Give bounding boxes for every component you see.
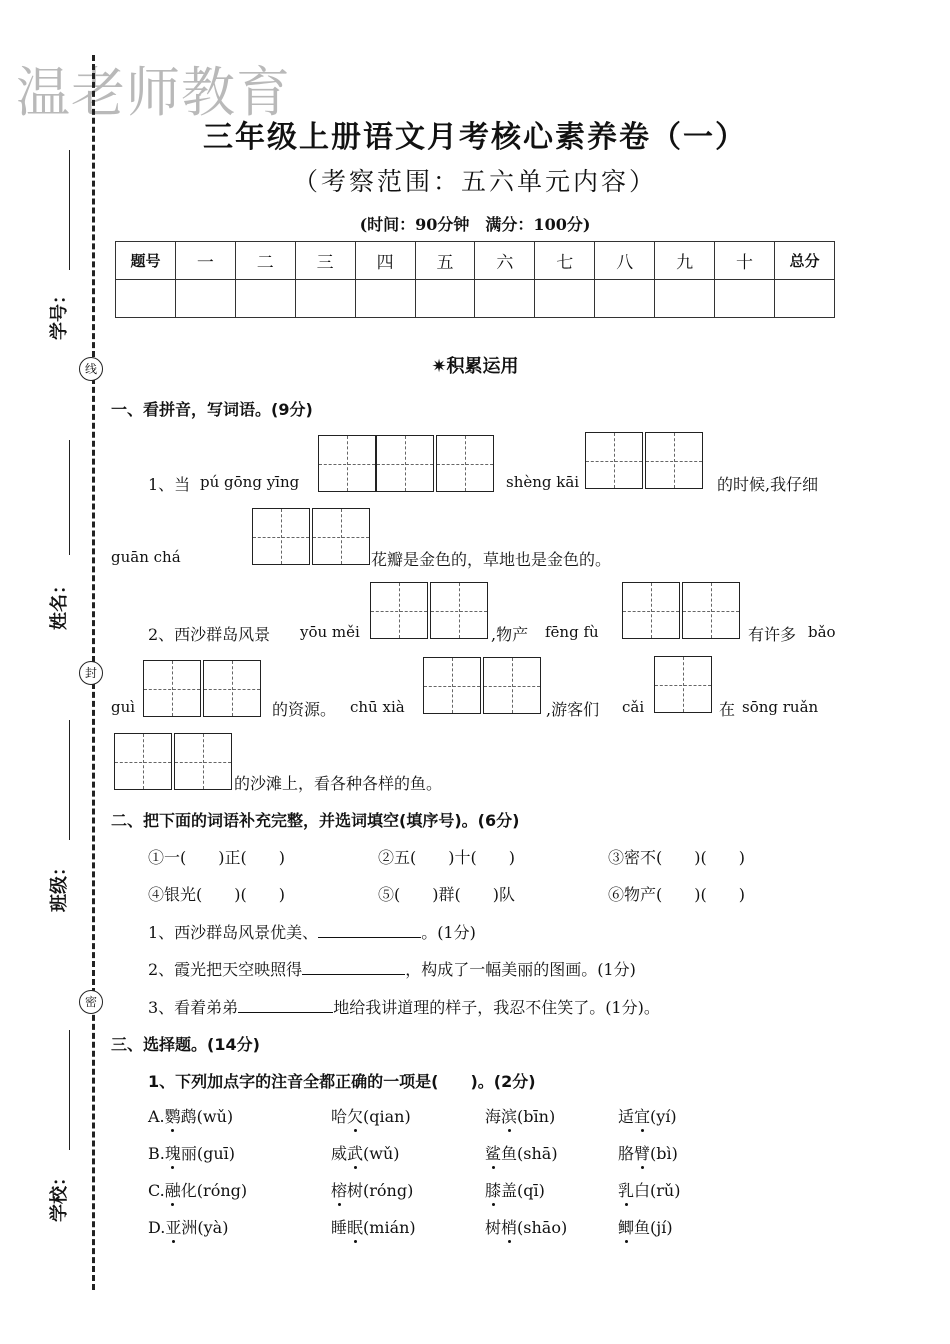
score-cell[interactable] (475, 280, 535, 318)
score-header-cell: 六 (475, 242, 535, 280)
tianzige-box[interactable] (318, 435, 376, 492)
school-line (69, 1030, 70, 1150)
score-cell[interactable] (655, 280, 715, 318)
score-cell[interactable] (774, 280, 834, 318)
score-cell[interactable] (535, 280, 595, 318)
option-char: 洲 (181, 1218, 198, 1237)
option-word (485, 1178, 545, 1201)
q2-sentence-1 (148, 920, 476, 943)
school-label: 学校： (49, 1168, 70, 1222)
tianzige-box[interactable] (370, 582, 428, 639)
tianzige-box[interactable] (143, 660, 201, 717)
option-char: 树 (347, 1181, 364, 1200)
dotted-char: 鹦 (165, 1104, 181, 1127)
option-word (331, 1104, 411, 1127)
tianzige-box[interactable] (585, 432, 643, 489)
q1-line2-suffix: 花瓣是金色的，草地也是金色的。 (371, 550, 612, 569)
option-char: 鱼 (501, 1144, 518, 1163)
option-row-d[interactable] (148, 1215, 228, 1238)
option-letter: C. (148, 1181, 165, 1200)
q1-line1-prefix: 1、当 (148, 475, 191, 494)
dotted-char: 鲨 (485, 1141, 501, 1164)
option-char: 适 (618, 1107, 635, 1126)
score-cell[interactable] (116, 280, 176, 318)
pinyin-shengkai: shèng kāi (506, 473, 580, 491)
dotted-char: 滨 (501, 1104, 517, 1127)
q2-sentence-2 (148, 957, 636, 980)
dotted-char: 梢 (501, 1215, 517, 1238)
option-char: 盖 (501, 1181, 518, 1200)
score-header-cell: 四 (355, 242, 415, 280)
option-word (331, 1215, 416, 1238)
q2-idiom-item: ⑥物产( )( ) (608, 885, 745, 904)
q2-heading: 二、把下面的词语补充完整，并选词填空(填序号)。(6分) (111, 811, 520, 830)
option-char: 胳 (618, 1144, 635, 1163)
option-char: 丽 (180, 1144, 197, 1163)
tianzige-box[interactable] (430, 582, 488, 639)
pinyin-youmei: yōu měi (300, 623, 360, 641)
option-pinyin: (qī) (517, 1181, 545, 1200)
time-info: (时间：90分钟 满分：100分) (359, 215, 591, 234)
score-header-cell: 十 (715, 242, 775, 280)
option-word (331, 1141, 400, 1164)
q3-sub1: 1、下列加点字的注音全都正确的一项是( )。(2分) (148, 1072, 536, 1091)
tianzige-box[interactable] (436, 435, 494, 492)
q2-s3-post: 地给我讲道理的样子，我忍不住笑了。(1分)。 (333, 998, 660, 1017)
option-char: 鱼 (634, 1218, 651, 1237)
seal-feng: 封 (79, 661, 103, 685)
answer-blank[interactable] (318, 922, 421, 938)
tianzige-box[interactable] (252, 508, 310, 565)
q1-line3-mid: ,物产 (491, 625, 529, 644)
score-table-header-row (116, 242, 835, 280)
option-word (618, 1215, 673, 1238)
student-no-label: 学号： (49, 286, 70, 340)
option-pinyin: (guī) (196, 1144, 236, 1163)
section-title: ✷积累运用 (431, 356, 519, 377)
score-cell[interactable] (415, 280, 475, 318)
option-pinyin: (yà) (197, 1218, 229, 1237)
score-table (115, 241, 835, 318)
score-cell[interactable] (235, 280, 295, 318)
dotted-char: 榕 (331, 1178, 347, 1201)
score-cell[interactable] (715, 280, 775, 318)
name-label: 姓名： (49, 576, 70, 630)
q1-heading: 一、看拼音，写词语。(9分) (111, 400, 313, 419)
dotted-char: 宜 (634, 1104, 650, 1127)
option-pinyin: (bì) (650, 1144, 678, 1163)
q1-line4-mid3: 在 (719, 700, 736, 719)
option-row-b[interactable] (148, 1141, 235, 1164)
q2-s2-post: ，构成了一幅美丽的图画。(1分) (405, 960, 636, 979)
option-word (331, 1178, 413, 1201)
score-cell[interactable] (175, 280, 235, 318)
option-char: 睡 (331, 1218, 348, 1237)
option-pinyin: (shāo) (517, 1218, 568, 1237)
q1-line4-mid2: ,游客们 (546, 700, 600, 719)
pinyin-guancha: guān chá (111, 548, 181, 566)
option-letter: D. (148, 1218, 166, 1237)
score-table-score-row (116, 280, 835, 318)
tianzige-box[interactable] (174, 733, 232, 790)
dotted-char: 欠 (347, 1104, 363, 1127)
tianzige-box[interactable] (312, 508, 370, 565)
class-line (69, 720, 70, 840)
q3-heading: 三、选择题。(14分) (111, 1035, 260, 1054)
dotted-char: 亚 (165, 1215, 181, 1238)
q2-idiom-item: ②五( )十( ) (378, 848, 515, 867)
tianzige-box[interactable] (682, 582, 740, 639)
dotted-char: 瑰 (165, 1141, 181, 1164)
q1-line5-suffix: 的沙滩上，看各种各样的鱼。 (234, 774, 443, 793)
option-pinyin: (róng) (196, 1181, 248, 1200)
page-subtitle: （考察范围：五六单元内容） (292, 167, 657, 196)
option-letter: A. (148, 1107, 165, 1126)
score-cell[interactable] (355, 280, 415, 318)
option-word (618, 1178, 680, 1201)
option-pinyin: (qian) (363, 1107, 411, 1126)
option-pinyin: (rǔ) (650, 1181, 681, 1200)
score-header-cell: 五 (415, 242, 475, 280)
option-pinyin: (mián) (363, 1218, 416, 1237)
option-char: 海 (485, 1107, 502, 1126)
tianzige-box[interactable] (645, 432, 703, 489)
q1-line1-suffix: 的时候,我仔细 (717, 475, 819, 494)
answer-blank[interactable] (302, 959, 405, 975)
option-row-c[interactable] (148, 1178, 247, 1201)
name-line (69, 440, 70, 555)
option-char: 白 (634, 1181, 651, 1200)
tianzige-box[interactable] (622, 582, 680, 639)
score-header-cell: 二 (235, 242, 295, 280)
score-header-cell: 八 (595, 242, 655, 280)
answer-blank[interactable] (238, 997, 333, 1013)
option-char: 威 (331, 1144, 348, 1163)
q2-idiom-item: ⑤( )群( )队 (378, 885, 515, 904)
pinyin-gui: guì (111, 698, 136, 716)
q2-sentence-3 (148, 995, 660, 1018)
q2-idiom-item: ④银光( )( ) (148, 885, 285, 904)
watermark: 温老师教育 (16, 61, 291, 124)
dotted-char: 膝 (485, 1178, 501, 1201)
option-pinyin: (bīn) (517, 1107, 556, 1126)
pinyin-pugongying: pú gōng yīng (200, 473, 300, 491)
score-header-cell: 三 (295, 242, 355, 280)
score-header-cell: 题号 (116, 242, 176, 280)
option-pinyin: (wǔ) (196, 1107, 234, 1126)
dotted-char: 眠 (347, 1215, 363, 1238)
q1-line4-mid: 的资源。 (272, 700, 337, 719)
pinyin-fengfu: fēng fù (545, 623, 599, 641)
option-pinyin: (shā) (517, 1144, 558, 1163)
option-row-a[interactable] (148, 1104, 233, 1127)
option-word (485, 1215, 567, 1238)
class-label: 班级： (49, 858, 70, 912)
q2-idiom-item: ③密不( )( ) (608, 848, 745, 867)
score-header-cell: 七 (535, 242, 595, 280)
tianzige-box[interactable] (203, 660, 261, 717)
q1-line3-mid2: 有许多 (748, 625, 797, 644)
option-pinyin: (jí) (650, 1218, 673, 1237)
option-char: 哈 (331, 1107, 348, 1126)
q2-s1-pre: 1、西沙群岛风景优美、 (148, 923, 319, 942)
pinyin-chuxia: chū xià (350, 698, 405, 716)
seal-xian: 线 (79, 357, 103, 381)
option-word (485, 1141, 558, 1164)
dotted-char: 鲫 (618, 1215, 634, 1238)
score-cell[interactable] (595, 280, 655, 318)
dotted-char: 武 (347, 1141, 363, 1164)
q2-s3-pre: 3、看着弟弟 (148, 998, 239, 1017)
option-pinyin: (róng) (363, 1181, 414, 1200)
pinyin-bao: bǎo (808, 623, 836, 641)
option-word (618, 1104, 677, 1127)
option-pinyin: (yí) (650, 1107, 677, 1126)
tianzige-box[interactable] (654, 656, 712, 713)
dotted-char: 臂 (634, 1141, 650, 1164)
q2-idiom-item: ①一( )正( ) (148, 848, 285, 867)
tianzige-box[interactable] (483, 657, 541, 714)
dotted-char: 融 (165, 1178, 181, 1201)
page-title: 三年级上册语文月考核心素养卷（一） (203, 120, 747, 155)
pinyin-songruan: sōng ruǎn (742, 698, 819, 716)
option-char: 树 (485, 1218, 502, 1237)
option-pinyin: (wǔ) (363, 1144, 400, 1163)
option-word (618, 1141, 678, 1164)
q2-s1-post: 。(1分) (421, 923, 476, 942)
pinyin-cai: cǎi (622, 698, 645, 716)
option-letter: B. (148, 1144, 165, 1163)
score-header-cell: 九 (655, 242, 715, 280)
q1-line3-prefix: 2、西沙群岛风景 (148, 625, 271, 644)
q2-s2-pre: 2、霞光把天空映照得 (148, 960, 303, 979)
score-cell[interactable] (295, 280, 355, 318)
score-header-cell: 一 (175, 242, 235, 280)
seal-mi: 密 (79, 990, 103, 1014)
dotted-char: 乳 (618, 1178, 634, 1201)
score-header-cell: 总分 (774, 242, 834, 280)
option-word (485, 1104, 555, 1127)
option-char: 鹉 (180, 1107, 197, 1126)
tianzige-box[interactable] (114, 733, 172, 790)
tianzige-box[interactable] (423, 657, 481, 714)
option-char: 化 (180, 1181, 197, 1200)
tianzige-box[interactable] (376, 435, 434, 492)
